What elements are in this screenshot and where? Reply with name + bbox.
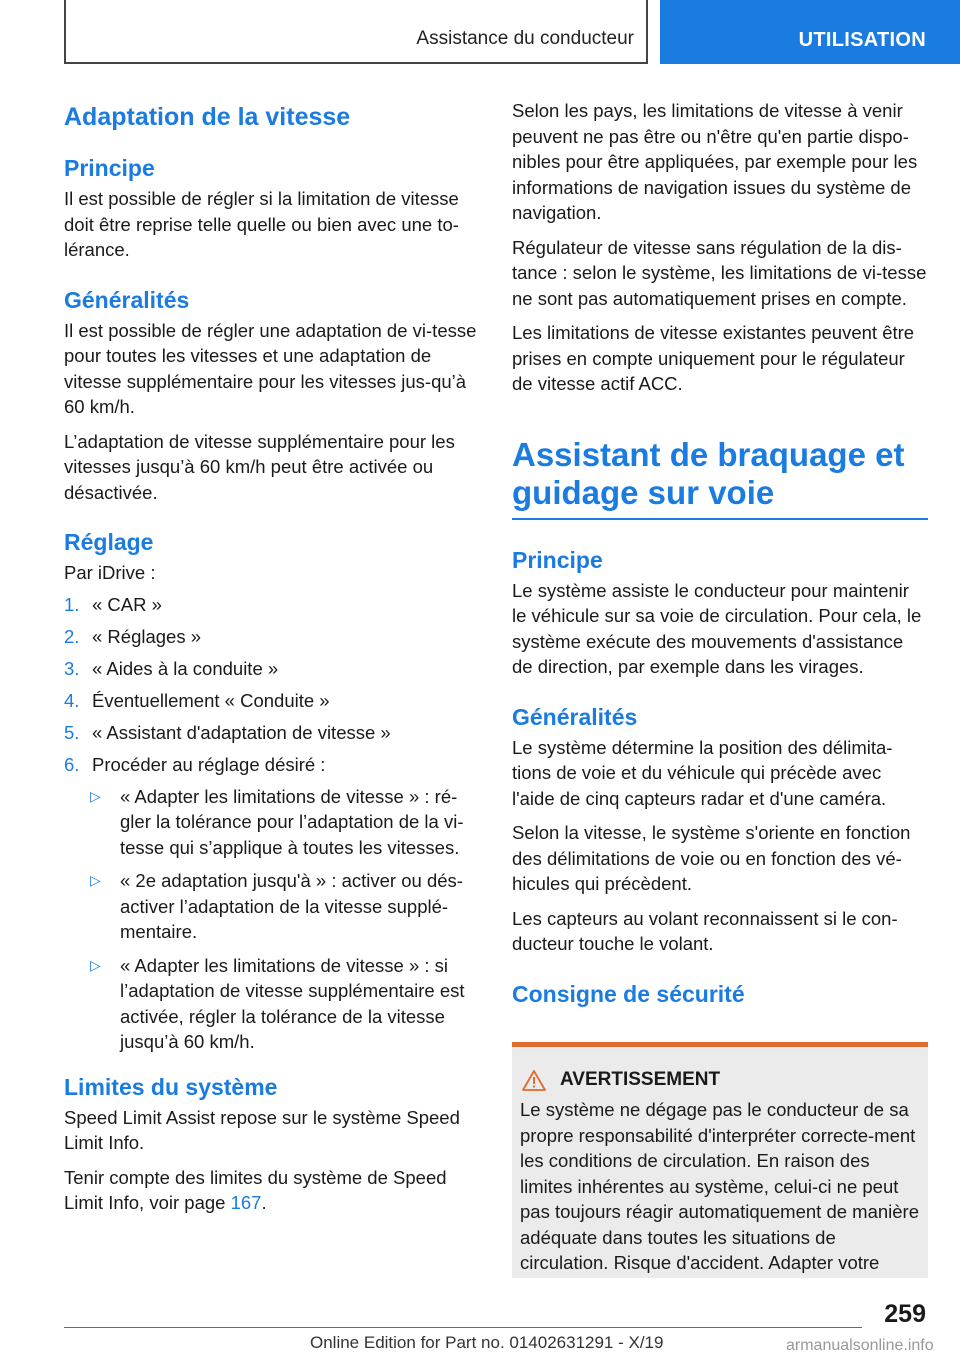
warning-box [512,1042,928,1278]
bullet-text: « Adapter les limitations de vitesse » : ré-gler la tolérance pour l’adaptation de la vi-tesse qui s’applique à toutes les vitesses. [120,785,464,858]
step-item [64,720,482,746]
step-item [64,688,482,714]
paragraph-generalites-right-3: Les capteurs au volant reconnaissent si le con-ducteur touche le volant. [512,907,898,954]
left-column [64,98,482,1225]
paragraph-right-2: Régulateur de vitesse sans régulation de la dis-tance : selon le système, les limitations de vi-tesse ne sont pas automatiquement prises en compte. [512,236,927,309]
paragraph-right-1: Selon les pays, les limitations de vitesse à venir peuvent ne pas être ou n'être qu'en partie dispo-nibles pour être appliquées, par exemple pour les informations de navigation issues du système de navigation. [512,100,918,223]
step-text: « CAR » [92,593,162,615]
triangle-bullet-icon: ▷ [90,872,101,888]
bullet-item [64,868,482,945]
page-link[interactable]: 167 [230,1192,262,1213]
bullet-item [64,953,482,1055]
step-number: 5. [64,721,80,743]
step-text: « Réglages » [92,625,202,647]
header-section-box [64,0,648,64]
heading-generalites-right: Généralités [512,703,638,730]
paragraph-principe-right: Le système assiste le conducteur pour maintenir le véhicule sur sa voie de circulation. Pour cela, le système exécute des mouvements d'assistance de direction, par exemple dans les virages. [512,579,922,677]
warning-triangle-icon [522,1070,546,1091]
warning-header [520,1069,920,1091]
step-number: 6. [64,753,80,775]
footer-rule [64,1327,862,1328]
bullet-list [64,784,482,1055]
heading-generalites: Généralités [64,286,190,313]
heading-limites: Limites du système [64,1073,278,1100]
bullet-text: « Adapter les limitations de vitesse » : si l’adaptation de vitesse supplémentaire est activée, régler la tolérance de la vitesse jusqu’à 60 km/h. [120,954,465,1052]
step-number: 1. [64,593,80,615]
header-tab [660,0,960,64]
section-title-assistant-braquage: Assistant de braquage et guidage sur voie [512,436,928,520]
heading-principe: Principe [64,155,155,181]
bullet-item [64,784,482,861]
paragraph-reglage-intro: Par iDrive : [64,562,156,583]
warning-text: Le système ne dégage pas le conducteur de sa propre responsabilité d'interpréter correcte-ment les conditions de circulation. En raison des limites inhérentes au système, celui-ci ne peut pas toujours réagir automatiquement de manière adéquate dans toutes les situations de circulation. Risque d'accident. Adapter votre [520,1099,920,1273]
paragraph-generalites-1: Il est possible de régler une adaptation de vi-tesse pour toutes les vitesses et une adaptation de vitesse supplémentaire pour les vitesses jus-qu’à 60 km/h. [64,319,477,417]
triangle-bullet-icon: ▷ [90,787,101,804]
heading-reglage: Réglage [64,529,154,555]
heading-consigne: Consigne de sécurité [512,980,745,1007]
right-column [512,98,928,1012]
page-number: 259 [884,1300,926,1328]
step-text: « Assistant d'adaptation de vitesse » [92,721,391,743]
step-item [64,656,482,682]
footer-edition: Online Edition for Part no. 01402631291 - X/19 [310,1333,664,1352]
header-section-title: Assistance du conducteur [416,28,634,49]
paragraph-right-3: Les limitations de vitesse existantes peuvent être prises en compte uniquement pour le régulateur de vitesse actif ACC. [512,322,915,394]
step-number: 2. [64,625,80,647]
paragraph-principe: Il est possible de régler si la limitation de vitesse doit être reprise telle quelle ou bien avec une to-lérance. [64,188,459,260]
step-text: Procéder au réglage désiré : [92,753,326,775]
limites-end: . [261,1192,267,1213]
step-item [64,592,482,618]
limites-text: Tenir compte des limites du système de Speed Limit Info, voir page [64,1166,447,1213]
bullet-text: « 2e adaptation jusqu'à » : activer ou dés-activer l’adaptation de la vitesse supplé-mentaire. [120,870,463,942]
steps-list [64,592,482,778]
paragraph-generalites-2: L’adaptation de vitesse supplémentaire pour les vitesses jusqu’à 60 km/h peut être activée ou désactivée. [64,430,455,503]
triangle-bullet-icon: ▷ [90,956,101,973]
step-number: 4. [64,689,80,711]
paragraph-limites-1: Speed Limit Assist repose sur le système Speed Limit Info. [64,1106,460,1153]
step-text: « Aides à la conduite » [92,657,279,679]
paragraph-generalites-right-1: Le système détermine la position des délimita-tions de voie et du véhicule qui précède avec l'aide de cinq capteurs radar et d'une caméra. [512,736,893,809]
footer-watermark: armanualsonline.info [786,1337,934,1354]
step-number: 3. [64,657,80,679]
step-item [64,752,482,778]
heading-principe-right: Principe [512,546,603,573]
section-title-adaptation: Adaptation de la vitesse [64,103,351,131]
header-tab-label: UTILISATION [798,29,926,51]
paragraph-generalites-right-2: Selon la vitesse, le système s'oriente en fonction des délimitations de voie ou en fonction des vé-hicules qui précèdent. [512,822,911,894]
warning-label: AVERTISSEMENT [560,1069,721,1090]
paragraph-limites-2 [64,1165,482,1216]
step-item [64,624,482,650]
step-text: Éventuellement « Conduite » [92,689,330,711]
